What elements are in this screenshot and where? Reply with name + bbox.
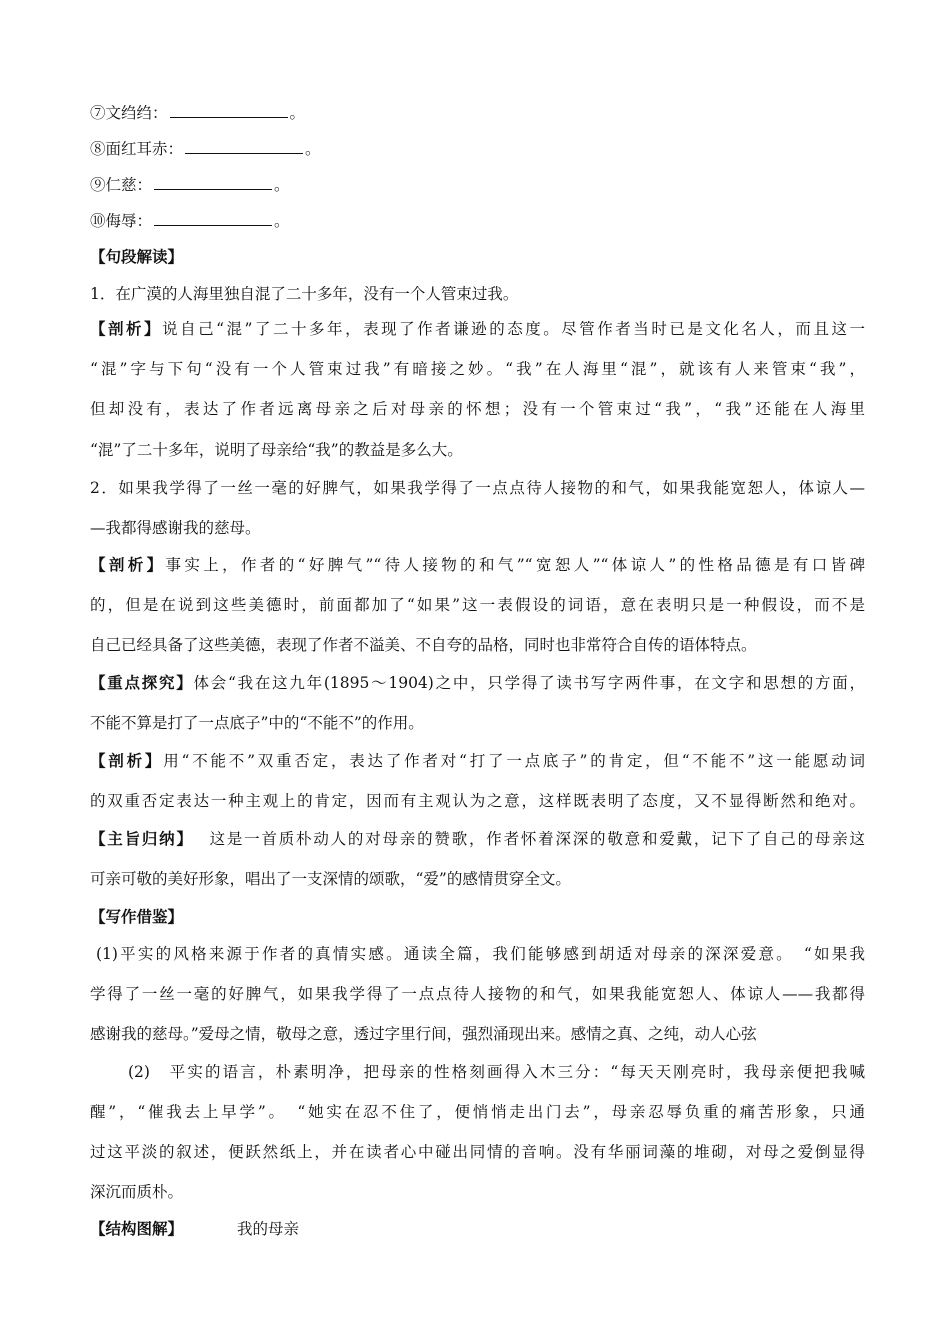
structure-line: [90, 1219, 865, 1239]
analysis-1-line: “混”字与下句“没有一个人管束过我”有暗接之妙。“我”在人海里“混”，就该有人来管束“我”，: [90, 360, 865, 378]
answer-blank[interactable]: [170, 103, 288, 118]
writing-p2-line: 醒”，“催我去上早学”。 “她实在忍不住了，便悄悄走出门去”，母亲忍辱负重的痛苦形象，只通: [90, 1103, 865, 1121]
analysis-1-line: 但却没有，表达了作者远离母亲之后对母亲的怀想；没有一个管束过“我”，“我”还能在人海里: [90, 400, 865, 418]
structure-title: 我的母亲: [237, 1220, 300, 1238]
answer-blank[interactable]: [154, 175, 272, 190]
focus-label: 【重点探究】: [90, 673, 194, 692]
analysis-1-line: 【剖析】说自己“混”了二十多年，表现了作者谦逊的态度。尽管作者当时已是文化名人，而且这一: [90, 319, 865, 338]
sentence-2-line: —我都得感谢我的慈母。: [90, 519, 261, 537]
theme-line: 可亲可敬的美好形象，唱出了一支深情的颂歌，“爱”的感情贯穿全文。: [90, 870, 571, 888]
writing-p1-line: 感谢我的慈母。”爱母之情，敬母之意，透过字里行间，强烈涌现出来。感情之真、之纯，动人心弦: [90, 1025, 757, 1043]
analysis-2-line: 的，但是在说到这些美德时，前面都加了“如果”这一表假设的词语，意在表明只是一种假设，而不是: [90, 596, 865, 614]
writing-p1-line: 学得了一丝一毫的好脾气，如果我学得了一点点待人接物的和气，如果我能宽恕人、体谅人——我都得: [90, 985, 865, 1003]
writing-p2-line: 过这平淡的叙述，便跃然纸上，并在读者心中碰出同情的音响。没有华丽词藻的堆砌，对母之爱倒显得: [90, 1143, 865, 1161]
analysis-2-line: 自己已经具备了这些美德，表现了作者不溢美、不自夸的品格，同时也非常符合自传的语体特点。: [90, 636, 757, 654]
vocab-item: ⑨仁慈： 。: [90, 176, 290, 194]
theme-label: 【主旨归纳】: [90, 829, 194, 848]
focus-analysis-line: 的双重否定表达一种主观上的肯定，因而有主观认为之意，这样既表明了态度，又不显得断然和绝对。: [90, 792, 865, 810]
focus-analysis-line: 【剖析】用“不能不”双重否定，表达了作者对“打了一点底子”的肯定，但“不能不”这一能愿动词: [90, 751, 865, 770]
analysis-1-line: “混”了二十多年，说明了母亲给“我”的教益是多么大。: [90, 441, 463, 459]
analysis-2-line: 【剖析】事实上，作者的“好脾气”“待人接物的和气”“宽恕人”“体谅人”的性格品德是有口皆碑: [90, 555, 865, 574]
sentence-2-line: 2．如果我学得了一丝一毫的好脾气，如果我学得了一点点待人接物的和气，如果我能宽恕人，体谅人—: [90, 479, 865, 497]
writing-label: 【写作借鉴】: [90, 907, 184, 926]
writing-p2-line: 深沉而质朴。: [90, 1183, 184, 1201]
analysis-label: 【剖析】: [90, 751, 164, 770]
vocab-item: ⑦文绉绉： 。: [90, 104, 306, 122]
sentence-1: 1．在广漠的人海里独自混了二十多年，没有一个人管束过我。: [90, 285, 519, 303]
vocab-item: ⑩侮辱： 。: [90, 212, 290, 230]
writing-p1-line: (1)平实的风格来源于作者的真情实感。通读全篇，我们能够感到胡适对母亲的深深爱意。 “如果我: [96, 945, 865, 963]
answer-blank[interactable]: [185, 139, 303, 154]
focus-line: 【重点探究】体会“我在这九年(1895～1904)之中，只学得了读书写字两件事，在文字和思想的方面，: [90, 673, 865, 692]
analysis-label: 【剖析】: [90, 555, 166, 574]
section-heading-sentences: 【句段解读】: [90, 247, 184, 266]
answer-blank[interactable]: [154, 211, 272, 226]
vocab-item: ⑧面红耳赤： 。: [90, 140, 321, 158]
analysis-label: 【剖析】: [90, 319, 163, 338]
writing-p2-line: (2) 平实的语言，朴素明净，把母亲的性格刻画得入木三分：“每天天刚亮时，我母亲便把我喊: [128, 1063, 865, 1081]
structure-label: 【结构图解】: [90, 1219, 184, 1238]
theme-line: 【主旨归纳】 这是一首质朴动人的对母亲的赞歌，作者怀着深深的敬意和爱戴，记下了自己的母亲这: [90, 829, 865, 848]
focus-line: 不能不算是打了一点底子”中的“不能不”的作用。: [90, 714, 424, 732]
